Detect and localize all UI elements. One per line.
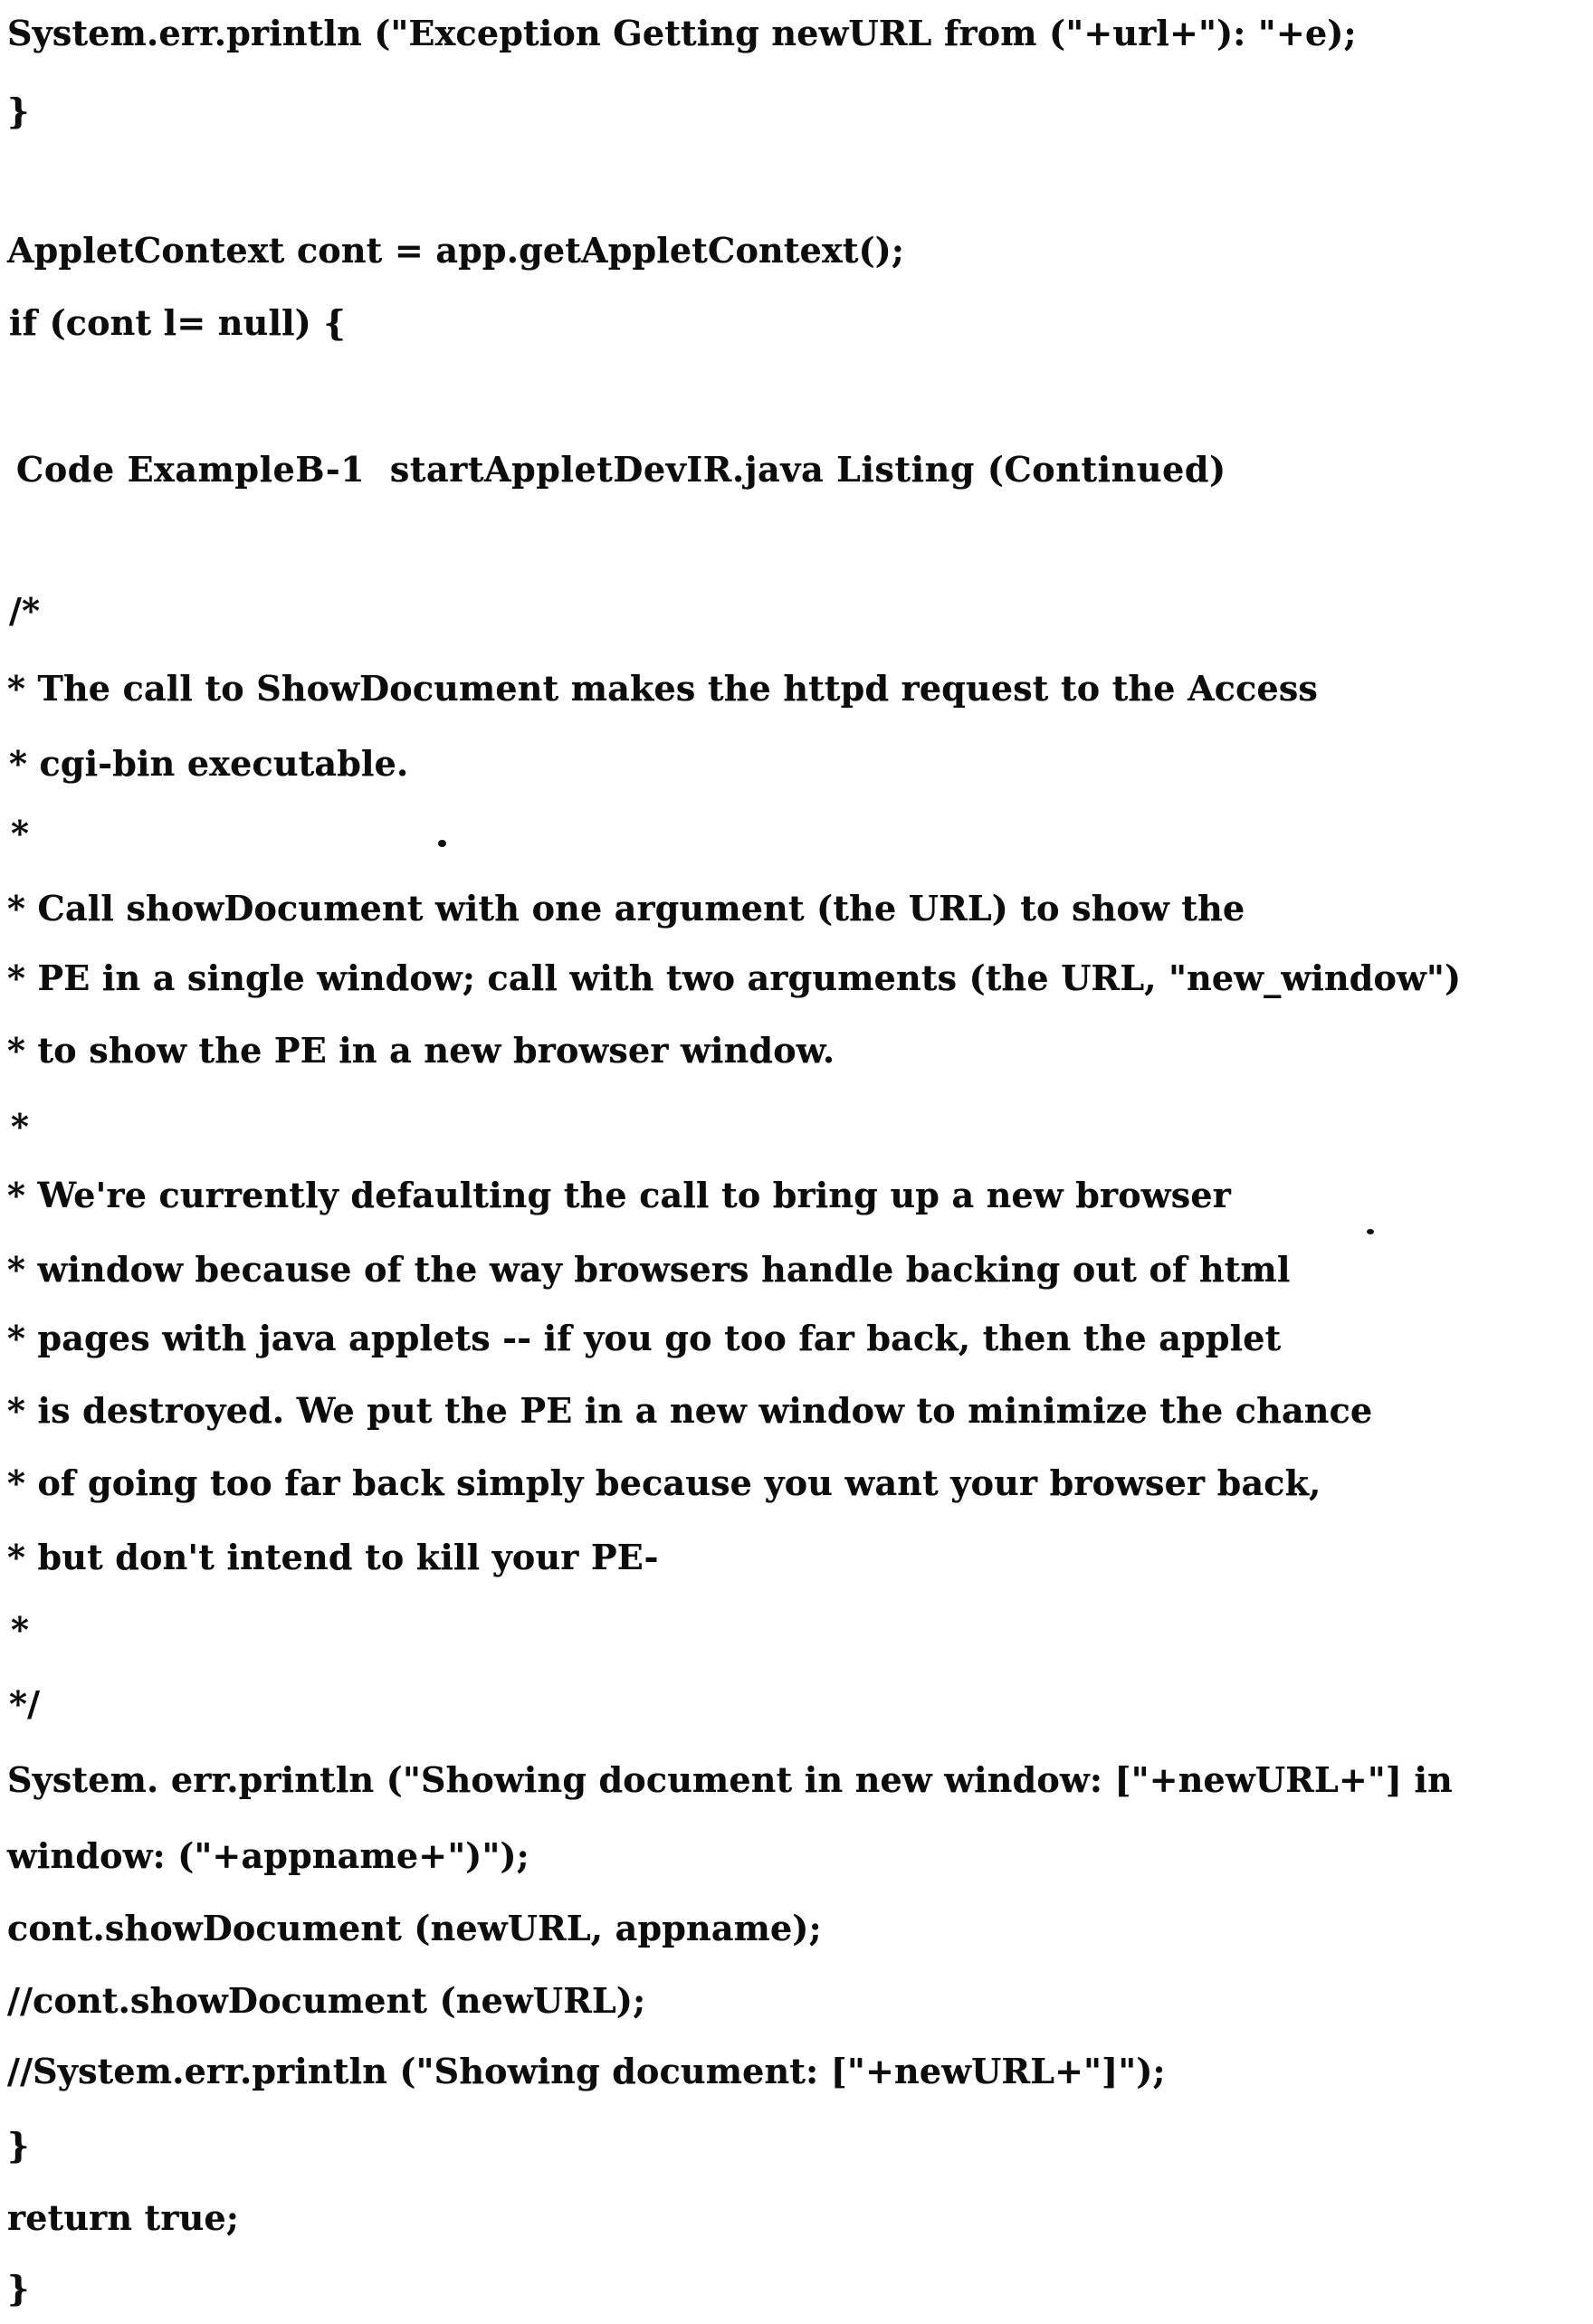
comment-line: * cgi-bin executable.: [9, 743, 409, 784]
code-line: }: [7, 2268, 30, 2309]
code-line: System. err.println ("Showing document in new window: ["+newURL+"] in: [7, 1759, 1453, 1800]
comment-line: * to show the PE in a new browser window.: [7, 1030, 835, 1071]
code-line: //System.err.println ("Showing document: ["+newURL+"]");: [7, 2051, 1166, 2091]
scan-artifact-dot: [1367, 1229, 1374, 1234]
code-line: return true;: [7, 2197, 240, 2238]
listing-caption: Code ExampleB-1 startAppletDevIR.java Listing (Continued): [16, 449, 1226, 490]
code-line: window: ("+appname+")");: [7, 1835, 529, 1876]
comment-close: */: [9, 1683, 41, 1724]
code-line: }: [7, 2125, 30, 2166]
comment-line: * PE in a single window; call with two arguments (the URL, "new_window"): [7, 957, 1462, 998]
scan-artifact-dot: [438, 840, 446, 847]
code-line: AppletContext cont = app.getAppletContext();: [7, 230, 905, 271]
comment-line: *: [11, 1609, 30, 1650]
code-line: cont.showDocument (newURL, appname);: [7, 1908, 822, 1948]
comment-open: /*: [9, 590, 41, 631]
code-line: //cont.showDocument (newURL);: [7, 1980, 646, 2021]
comment-line: * is destroyed. We put the PE in a new window to minimize the chance: [7, 1390, 1373, 1431]
comment-line: * window because of the way browsers handle backing out of html: [7, 1249, 1291, 1290]
comment-line: * pages with java applets -- if you go too far back, then the applet: [7, 1318, 1282, 1358]
comment-line: *: [11, 813, 30, 853]
comment-line: * We're currently defaulting the call to bring up a new browser: [7, 1175, 1231, 1215]
comment-line: * of going too far back simply because you want your browser back,: [7, 1462, 1321, 1503]
comment-line: * Call showDocument with one argument (the URL) to show the: [7, 888, 1245, 929]
comment-line: *: [11, 1106, 30, 1147]
comment-line: * but don't intend to kill your PE-: [7, 1537, 659, 1577]
code-line: System.err.println ("Exception Getting newURL from ("+url+"): "+e);: [7, 13, 1357, 53]
code-line: if (cont l= null) {: [9, 302, 346, 343]
comment-line: * The call to ShowDocument makes the httpd request to the Access: [7, 668, 1319, 709]
code-line: }: [7, 90, 30, 131]
